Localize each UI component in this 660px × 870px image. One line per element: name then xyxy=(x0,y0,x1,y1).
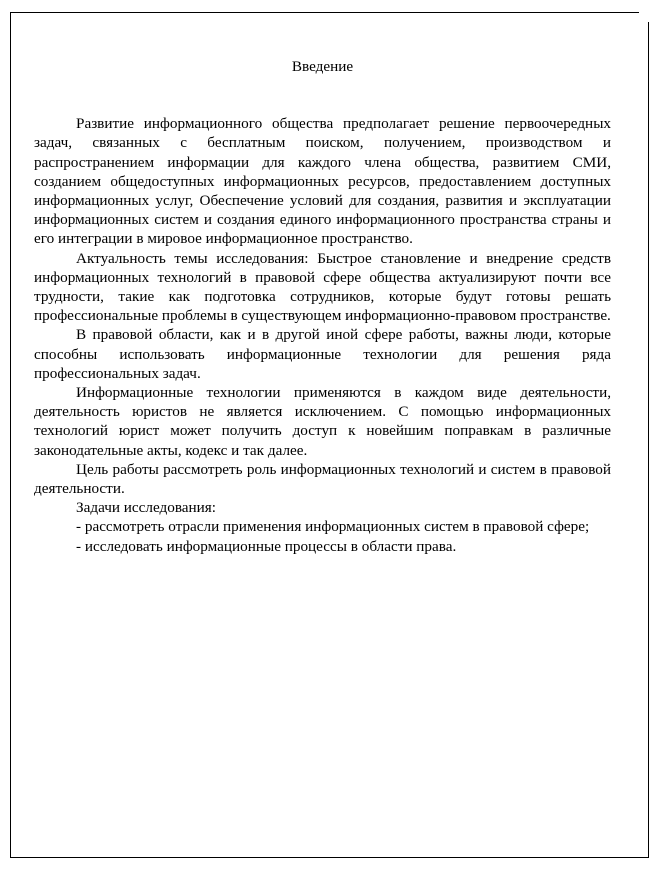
paragraph-goal: Цель работы рассмотреть роль информационных технологий и систем в правовой деятельности. xyxy=(34,460,611,498)
paragraph-intro: Развитие информационного общества предполагает решение первоочередных задач, связанных с бесплатным поиском, получением, производством и распространением информации для каждого члена общества, развитием СМИ, созданием общедоступных информационных ресурсов, предоставлением доступных информационных услуг, Обеспечение условий для создания, развития и эксплуатации информационных систем и создания единого информационного пространства страны и его интеграции в мировое информационное пространство. xyxy=(34,115,611,248)
page-corner xyxy=(639,12,649,22)
list-item-task-1: - рассмотреть отрасли применения информационных систем в правовой сфере; xyxy=(76,518,590,536)
document-title: Введение xyxy=(291,58,354,75)
paragraph-tasks-heading: Задачи исследования: xyxy=(76,499,216,517)
document-page xyxy=(10,12,649,858)
paragraph-it-usage: Информационные технологии применяются в каждом виде деятельности, деятельность юристов не является исключением. С помощью информационных технологий юрист может получить доступ к новейшим поправкам в различные законодательные акты, кодекс и так далее. xyxy=(34,384,611,459)
paragraph-relevance: Актуальность темы исследования: Быстрое становление и внедрение средств информационных технологий в правовой сфере общества актуализируют почти все трудности, такие как подготовка сотрудников, которые будут готовы решать профессиональные проблемы в существующем информационно-правовом пространстве. xyxy=(34,249,611,325)
document-body xyxy=(34,57,611,556)
paragraph-legal-field: В правовой области, как и в другой иной сфере работы, важны люди, которые способны использовать информационные технологии для решения ряда профессиональных задач. xyxy=(34,326,611,382)
list-item-task-2: - исследовать информационные процессы в области права. xyxy=(76,537,457,555)
